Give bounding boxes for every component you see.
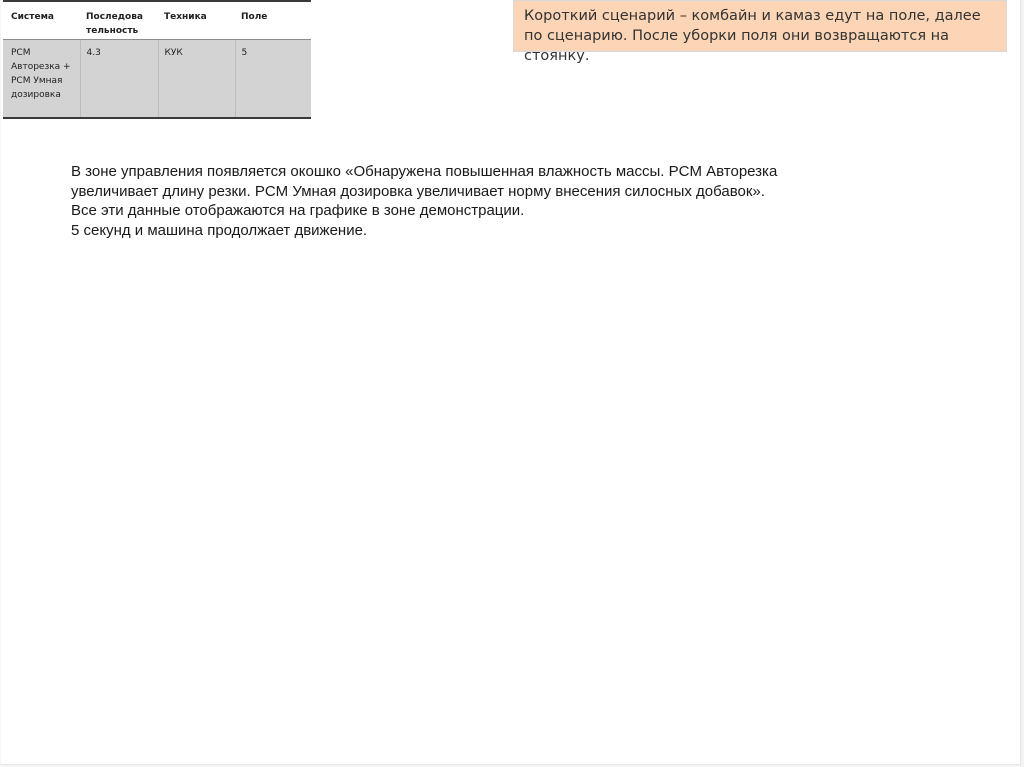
cell-sequence: 4.3: [80, 39, 158, 118]
info-table: [3, 0, 311, 119]
slide: [1, 0, 1021, 765]
scenario-callout: [513, 0, 1007, 64]
header-system: Система: [3, 1, 80, 39]
table-header-row: [3, 1, 311, 39]
description-paragraph: [71, 162, 831, 240]
scenario-callout-text: Короткий сценарий – комбайн и камаз едут на поле, далее по сценарию. После уборки поля они возвращаются на стоянку.: [524, 8, 981, 64]
cell-field: 5: [241, 47, 248, 58]
cell-equipment: КУК: [158, 39, 235, 118]
header-field: Поле: [235, 1, 311, 39]
description-line: В зоне управления появляется окошко «Обнаружена повышенная влажность массы. PCM Авторезка: [71, 163, 778, 180]
table-row: [3, 39, 311, 118]
cell-system: PCM Авторезка + PCM Умная дозировка: [3, 39, 80, 118]
description-line: увеличивает длину резки. PCM Умная дозировка увеличивает норму внесения силосных добавок».: [71, 182, 765, 200]
header-sequence: Последова тельность: [80, 1, 158, 39]
description-line: 5 секунд и машина продолжает движение.: [71, 221, 368, 239]
description-line: Все эти данные отображаются на графике в зоне демонстрации.: [71, 202, 525, 219]
header-equipment: Техника: [158, 1, 235, 39]
